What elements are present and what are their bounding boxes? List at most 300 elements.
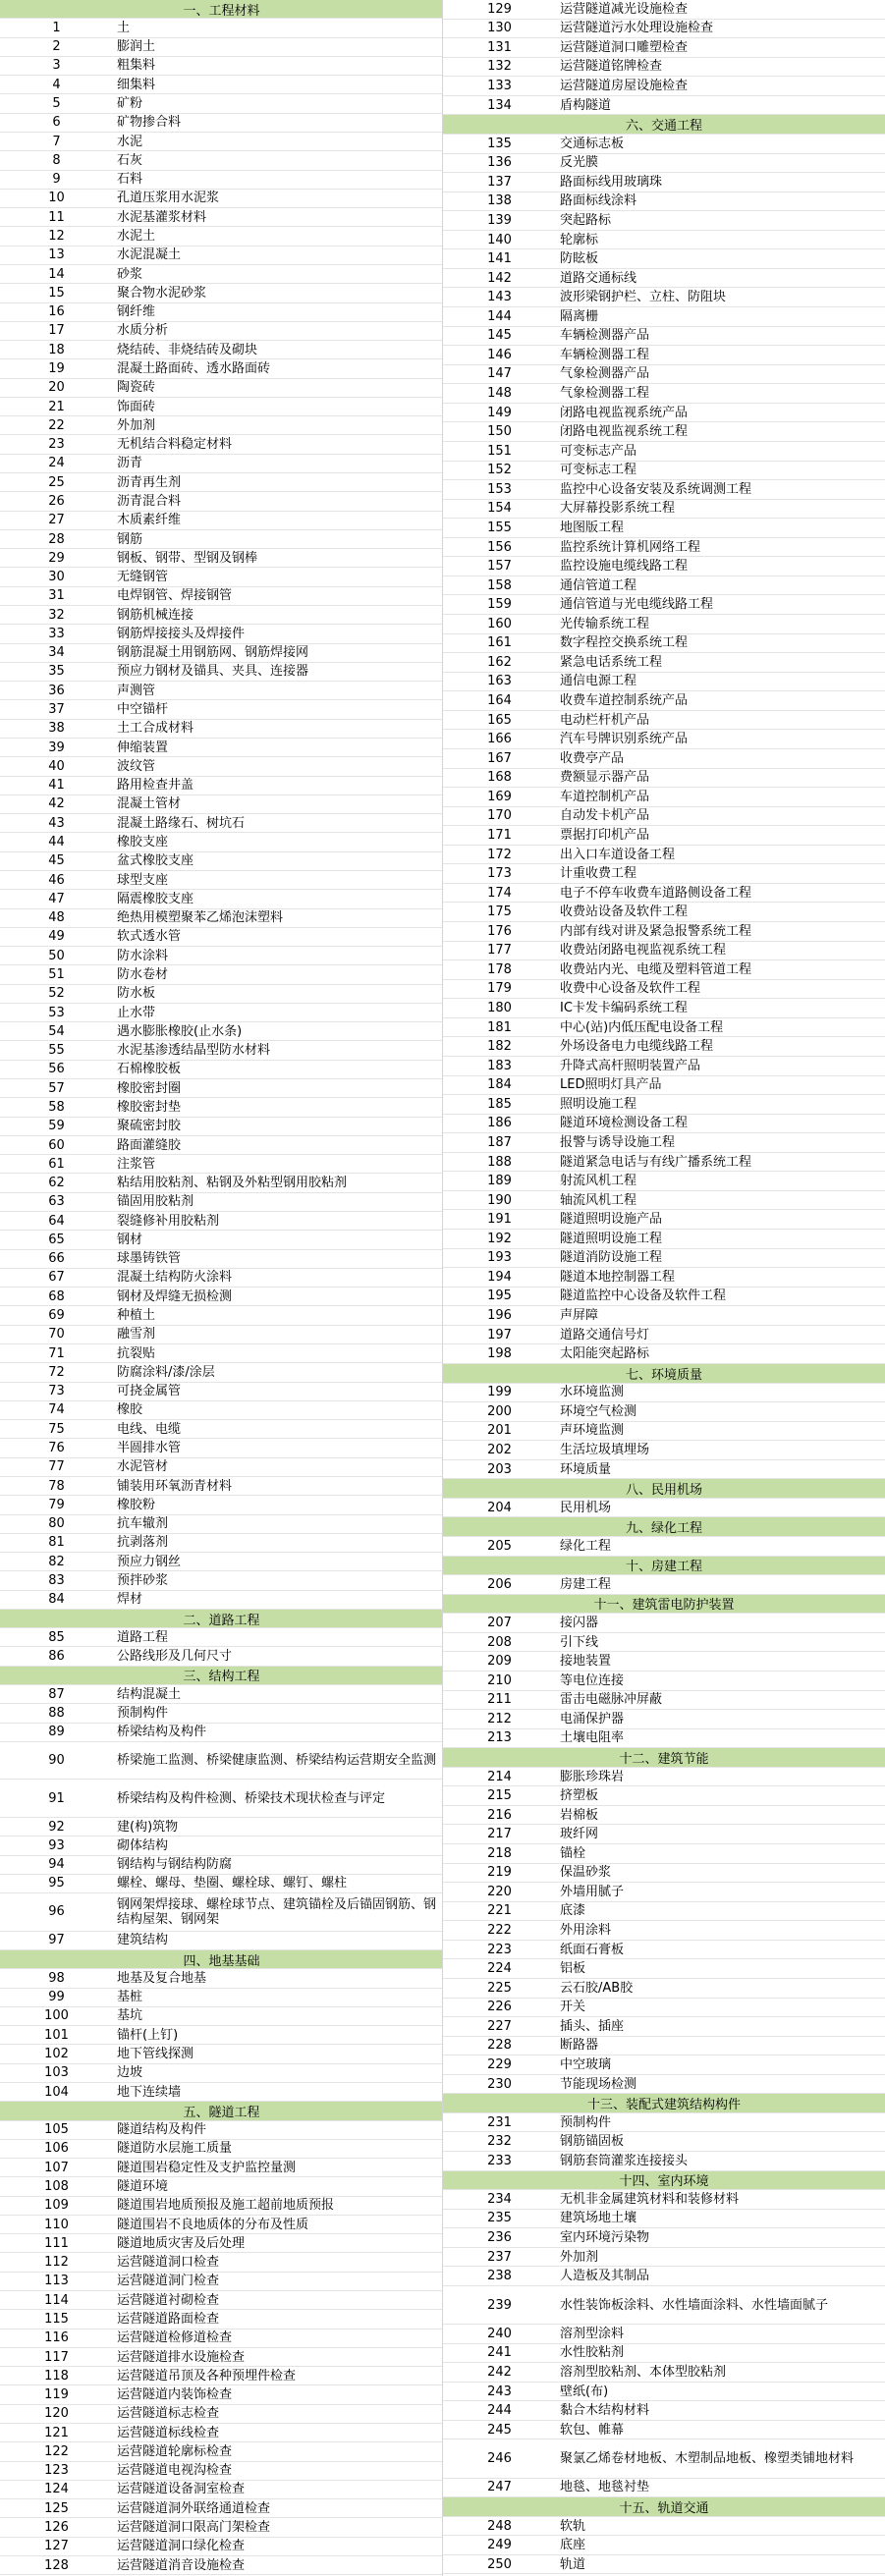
item-name: 螺栓、螺母、垫圈、螺栓球、螺钉、螺柱 xyxy=(117,1876,348,1891)
table-row xyxy=(0,1534,443,1553)
item-name: 运营隧道洞门检查 xyxy=(117,2274,220,2289)
item-name: 粗集料 xyxy=(117,58,156,74)
item-number: 157 xyxy=(487,559,512,575)
item-number: 216 xyxy=(487,1807,512,1823)
table-row xyxy=(0,2273,443,2291)
item-name: 中空玻璃 xyxy=(560,2056,612,2072)
item-name: 运营隧道洞外联络通道检查 xyxy=(117,2500,271,2516)
item-number: 226 xyxy=(487,2000,512,2015)
table-row xyxy=(443,1402,885,1422)
item-name: 融雪剂 xyxy=(117,1327,156,1343)
item-number: 150 xyxy=(487,424,512,440)
item-name: 升降式高杆照明装置产品 xyxy=(560,1058,701,1073)
table-row xyxy=(443,2017,885,2037)
table-row xyxy=(0,1477,443,1496)
table-row xyxy=(443,1902,885,1922)
table-row xyxy=(0,1724,443,1742)
table-row xyxy=(443,0,885,20)
table-row xyxy=(0,76,443,94)
table-row xyxy=(443,884,885,904)
item-number: 236 xyxy=(487,2230,512,2246)
item-name: 运营隧道标线检查 xyxy=(117,2425,220,2440)
table-row xyxy=(0,1628,443,1647)
item-name: 球墨铸铁管 xyxy=(117,1251,182,1267)
item-name: 民用机场 xyxy=(560,1500,612,1515)
item-name: 软式透水管 xyxy=(117,929,182,945)
item-name: 运营隧道房屋设施检查 xyxy=(560,79,689,94)
item-name: 插头、插座 xyxy=(560,2018,625,2034)
item-name: 粘结用胶粘剂、粘钢及外粘型钢用胶粘剂 xyxy=(117,1176,348,1191)
item-name: 注浆管 xyxy=(117,1156,156,1172)
item-number: 125 xyxy=(44,2500,69,2516)
item-name: 运营隧道减光设施检查 xyxy=(560,1,689,17)
item-number: 249 xyxy=(487,2538,512,2553)
item-number: 9 xyxy=(52,172,61,188)
table-row xyxy=(0,625,443,643)
item-name: 监控系统计算机网络工程 xyxy=(560,539,701,555)
item-number: 250 xyxy=(487,2556,512,2572)
item-number: 5 xyxy=(52,96,61,112)
item-name: 水性胶粘剂 xyxy=(560,2345,625,2361)
item-name: 运营隧道污水处理设施检查 xyxy=(560,21,714,36)
section-title: 十四、室内环境 xyxy=(619,2174,709,2190)
item-name: 水质分析 xyxy=(117,323,169,339)
item-number: 105 xyxy=(44,2122,69,2138)
item-name: 水环境监测 xyxy=(560,1385,625,1400)
table-row xyxy=(443,384,885,404)
table-row xyxy=(443,2383,885,2402)
table-row xyxy=(443,942,885,961)
item-number: 111 xyxy=(44,2235,69,2251)
item-number: 191 xyxy=(487,1212,512,1228)
item-name: 砂浆 xyxy=(117,266,143,282)
table-row xyxy=(443,1018,885,1038)
table-row xyxy=(443,192,885,212)
table-row xyxy=(0,1118,443,1136)
table-row xyxy=(443,1941,885,1960)
table-row xyxy=(443,1959,885,1979)
table-row xyxy=(443,96,885,116)
item-name: 反光膜 xyxy=(560,155,599,171)
table-row xyxy=(0,1742,443,1781)
item-name: 混凝土结构防火涂料 xyxy=(117,1270,233,1286)
item-name: 等电位连接 xyxy=(560,1672,625,1688)
item-name: 车辆检测器产品 xyxy=(560,328,650,344)
item-name: 细集料 xyxy=(117,77,156,92)
item-name: 通信管道与光电缆线路工程 xyxy=(560,597,714,613)
section-header xyxy=(443,2171,885,2191)
item-number: 124 xyxy=(44,2482,69,2497)
item-name: 轴流风机工程 xyxy=(560,1192,637,1208)
table-row xyxy=(443,365,885,385)
item-number: 126 xyxy=(44,2520,69,2536)
item-number: 167 xyxy=(487,750,512,766)
item-name: 地图版工程 xyxy=(560,520,625,535)
section-header xyxy=(443,1364,885,1384)
item-number: 53 xyxy=(48,1005,65,1020)
table-row xyxy=(443,769,885,789)
item-number: 93 xyxy=(48,1837,65,1853)
item-number: 38 xyxy=(48,721,65,737)
table-row xyxy=(0,1363,443,1382)
item-name: 道路交通信号灯 xyxy=(560,1327,650,1343)
item-name: 钢材及焊缝无损检测 xyxy=(117,1288,233,1304)
item-number: 96 xyxy=(48,1904,65,1920)
table-row xyxy=(443,346,885,365)
item-name: 孔道压浆用水泥浆 xyxy=(117,191,220,206)
table-row xyxy=(443,1921,885,1941)
table-row xyxy=(443,135,885,154)
section-header xyxy=(443,1557,885,1576)
item-number: 55 xyxy=(48,1043,65,1059)
item-name: 焊材 xyxy=(117,1592,143,1608)
item-number: 88 xyxy=(48,1705,65,1721)
item-number: 223 xyxy=(487,1942,512,1957)
item-number: 92 xyxy=(48,1819,65,1835)
table-row xyxy=(0,606,443,625)
table-row xyxy=(443,462,885,481)
item-number: 188 xyxy=(487,1154,512,1170)
item-number: 1 xyxy=(52,20,61,35)
item-number: 242 xyxy=(487,2364,512,2380)
item-name: 中空锚杆 xyxy=(117,702,169,718)
table-row xyxy=(443,2439,885,2478)
item-number: 199 xyxy=(487,1385,512,1400)
item-name: 预制构件 xyxy=(560,2114,612,2130)
item-number: 143 xyxy=(487,290,512,305)
table-row xyxy=(443,1768,885,1787)
table-row xyxy=(0,1856,443,1875)
table-row xyxy=(443,1115,885,1134)
item-number: 159 xyxy=(487,597,512,613)
item-number: 181 xyxy=(487,1019,512,1035)
table-row xyxy=(443,173,885,192)
table-row xyxy=(443,2210,885,2229)
item-name: 路面标线涂料 xyxy=(560,193,637,209)
item-name: 橡胶粉 xyxy=(117,1497,156,1512)
item-name: 外加剂 xyxy=(560,2249,599,2265)
item-number: 186 xyxy=(487,1116,512,1131)
item-number: 51 xyxy=(48,966,65,982)
item-number: 102 xyxy=(44,2047,69,2062)
item-name: 遇水膨胀橡胶(止水条) xyxy=(117,1023,243,1039)
item-name: 节能现场检测 xyxy=(560,2076,637,2092)
item-name: 电涌保护器 xyxy=(560,1711,625,1726)
item-name: 膨润土 xyxy=(117,39,156,55)
table-row xyxy=(443,1979,885,1999)
table-row xyxy=(443,1575,885,1595)
item-name: 地基及复合地基 xyxy=(117,1970,207,1986)
section-header xyxy=(0,2102,443,2120)
item-name: 光传输系统工程 xyxy=(560,616,650,631)
table-row xyxy=(443,1825,885,1844)
item-number: 41 xyxy=(48,778,65,794)
item-name: 隧道防水层施工质量 xyxy=(117,2141,233,2157)
item-name: 可变标志产品 xyxy=(560,443,637,459)
item-name: 可变标志工程 xyxy=(560,463,637,478)
item-number: 206 xyxy=(487,1576,512,1592)
table-row xyxy=(443,1268,885,1288)
item-number: 81 xyxy=(48,1535,65,1551)
item-number: 115 xyxy=(44,2311,69,2327)
item-name: 隧道监控中心设备及软件工程 xyxy=(560,1288,727,1304)
table-row xyxy=(0,2026,443,2045)
item-name: 隧道本地控制器工程 xyxy=(560,1269,676,1285)
table-row xyxy=(0,1420,443,1439)
item-name: 钢筋机械连接 xyxy=(117,607,194,623)
item-number: 42 xyxy=(48,796,65,812)
item-name: 水泥 xyxy=(117,134,143,149)
item-number: 137 xyxy=(487,174,512,190)
item-name: 收费站内光、电缆及塑料管道工程 xyxy=(560,961,752,977)
item-number: 162 xyxy=(487,654,512,670)
table-row xyxy=(443,595,885,615)
table-row xyxy=(0,208,443,227)
item-name: 监控中心设备安装及系统调测工程 xyxy=(560,481,752,497)
item-name: 建筑场地土壤 xyxy=(560,2211,637,2226)
item-number: 78 xyxy=(48,1478,65,1494)
item-name: 抗裂贴 xyxy=(117,1345,156,1361)
item-name: 水泥土 xyxy=(117,229,156,245)
table-row xyxy=(0,587,443,606)
table-row xyxy=(443,826,885,846)
item-number: 114 xyxy=(44,2292,69,2308)
item-number: 154 xyxy=(487,501,512,517)
table-row xyxy=(0,777,443,795)
table-row xyxy=(0,133,443,151)
item-name: 接闪器 xyxy=(560,1616,599,1631)
table-row xyxy=(443,1153,885,1173)
table-row xyxy=(443,1614,885,1633)
item-name: 种植土 xyxy=(117,1308,156,1324)
table-row xyxy=(443,1249,885,1269)
item-name: 橡胶 xyxy=(117,1402,143,1418)
item-name: 声测管 xyxy=(117,683,156,698)
table-row xyxy=(0,814,443,833)
item-number: 209 xyxy=(487,1654,512,1670)
table-row xyxy=(0,1231,443,1249)
item-name: 电线、电缆 xyxy=(117,1421,182,1437)
item-number: 73 xyxy=(48,1384,65,1399)
item-name: 运营隧道洞口检查 xyxy=(117,2255,220,2271)
item-name: 闭路电视监视系统工程 xyxy=(560,424,689,440)
table-row xyxy=(0,114,443,133)
item-name: LED照明灯具产品 xyxy=(560,1077,662,1093)
item-number: 94 xyxy=(48,1857,65,1873)
item-number: 234 xyxy=(487,2191,512,2207)
item-number: 244 xyxy=(487,2403,512,2419)
item-number: 136 xyxy=(487,155,512,171)
item-number: 225 xyxy=(487,1980,512,1996)
item-name: 石灰 xyxy=(117,152,143,168)
table-row xyxy=(443,711,885,731)
item-number: 117 xyxy=(44,2349,69,2365)
item-name: 报警与诱导设施工程 xyxy=(560,1134,676,1150)
table-row xyxy=(0,512,443,530)
table-row xyxy=(443,2536,885,2555)
item-name: 膨胀珍珠岩 xyxy=(560,1769,625,1784)
item-number: 201 xyxy=(487,1423,512,1439)
table-row xyxy=(0,663,443,682)
item-name: 铝板 xyxy=(560,1961,586,1977)
item-name: 钢筋焊接接头及焊接件 xyxy=(117,626,246,641)
table-row xyxy=(443,1652,885,1672)
item-name: 运营隧道轮廓标检查 xyxy=(117,2443,233,2459)
item-number: 3 xyxy=(52,58,61,74)
table-row xyxy=(0,2140,443,2159)
item-name: 钢网架焊接球、螺栓球节点、建筑锚栓及后锚固钢筋、钢结构屋架、钢网架 xyxy=(117,1896,437,1927)
item-name: 波纹管 xyxy=(117,758,156,774)
item-number: 215 xyxy=(487,1788,512,1804)
table-row xyxy=(443,1230,885,1249)
table-row xyxy=(0,2348,443,2367)
item-name: 无缝钢管 xyxy=(117,570,169,585)
item-name: 开关 xyxy=(560,2000,586,2015)
item-name: 止水带 xyxy=(117,1005,156,1020)
item-name: 岩棉板 xyxy=(560,1807,599,1823)
table-row xyxy=(443,1384,885,1403)
table-row xyxy=(0,1818,443,1836)
item-name: 隔离栅 xyxy=(560,308,599,324)
item-number: 145 xyxy=(487,328,512,344)
item-number: 229 xyxy=(487,2056,512,2072)
table-row xyxy=(443,2325,885,2344)
item-name: 中心(站)内低压配电设备工程 xyxy=(560,1019,724,1035)
table-row xyxy=(443,1288,885,1307)
table-row xyxy=(0,2310,443,2329)
item-name: 外场设备电力电缆线路工程 xyxy=(560,1039,714,1055)
item-number: 147 xyxy=(487,366,512,382)
section-title: 九、绿化工程 xyxy=(625,1521,702,1537)
item-number: 185 xyxy=(487,1096,512,1112)
table-row xyxy=(443,480,885,500)
item-number: 58 xyxy=(48,1099,65,1115)
item-number: 66 xyxy=(48,1251,65,1267)
item-number: 138 xyxy=(487,193,512,209)
item-number: 205 xyxy=(487,1538,512,1554)
item-name: 石料 xyxy=(117,172,143,188)
item-name: 橡胶密封垫 xyxy=(117,1099,182,1115)
item-name: 防眩板 xyxy=(560,251,599,267)
table-row xyxy=(0,1571,443,1590)
table-row xyxy=(443,231,885,250)
item-number: 128 xyxy=(44,2557,69,2573)
item-number: 15 xyxy=(48,285,65,301)
item-number: 46 xyxy=(48,872,65,888)
table-row xyxy=(443,58,885,78)
table-row xyxy=(0,1836,443,1855)
item-name: 结构混凝土 xyxy=(117,1686,182,1702)
table-row xyxy=(0,1250,443,1269)
item-name: 底座 xyxy=(560,2538,586,2553)
item-number: 56 xyxy=(48,1062,65,1077)
item-number: 134 xyxy=(487,97,512,113)
section-header xyxy=(443,2497,885,2517)
item-number: 11 xyxy=(48,209,65,225)
item-name: 运营隧道电视沟检查 xyxy=(117,2463,233,2479)
item-number: 30 xyxy=(48,570,65,585)
table-row xyxy=(443,20,885,39)
item-number: 119 xyxy=(44,2387,69,2403)
item-name: 铺装用环氧沥青材料 xyxy=(117,1478,233,1494)
item-number: 84 xyxy=(48,1592,65,1608)
table-row xyxy=(0,2083,443,2102)
item-name: 房建工程 xyxy=(560,1576,612,1592)
table-row xyxy=(443,1441,885,1460)
item-name: 隔震橡胶支座 xyxy=(117,891,194,906)
item-number: 168 xyxy=(487,770,512,786)
table-row xyxy=(0,1401,443,1420)
item-name: 电子不停车收费车道路侧设备工程 xyxy=(560,885,752,901)
item-name: 隧道地质灾害及后处理 xyxy=(117,2235,246,2251)
item-name: 运营隧道洞口限高门架检查 xyxy=(117,2520,271,2536)
table-row xyxy=(443,1691,885,1711)
item-number: 60 xyxy=(48,1137,65,1153)
item-number: 203 xyxy=(487,1461,512,1477)
item-number: 69 xyxy=(48,1308,65,1324)
table-row xyxy=(443,2248,885,2268)
item-number: 149 xyxy=(487,405,512,420)
table-row xyxy=(0,1591,443,1610)
table-row xyxy=(0,1893,443,1932)
table-row xyxy=(0,1079,443,1098)
item-name: 基桩 xyxy=(117,1990,143,2005)
table-row xyxy=(443,2555,885,2575)
table-row xyxy=(0,247,443,265)
table-row xyxy=(443,2401,885,2421)
table-row xyxy=(0,359,443,378)
table-row xyxy=(0,57,443,76)
item-number: 246 xyxy=(487,2451,512,2467)
item-name: 收费亭产品 xyxy=(560,750,625,766)
item-name: 太阳能突起路标 xyxy=(560,1346,650,1362)
table-row xyxy=(0,284,443,302)
item-number: 36 xyxy=(48,683,65,698)
item-name: 人造板及其制品 xyxy=(560,2269,650,2284)
item-name: 运营隧道设备洞室检查 xyxy=(117,2482,246,2497)
table-row xyxy=(0,1212,443,1231)
table-row xyxy=(0,1553,443,1571)
item-name: 外加剂 xyxy=(117,417,156,433)
table-row xyxy=(443,1499,885,1518)
table-row xyxy=(0,530,443,549)
table-row xyxy=(443,1037,885,1057)
item-name: 软包、帷幕 xyxy=(560,2422,625,2438)
item-number: 164 xyxy=(487,693,512,709)
item-name: 环境空气检测 xyxy=(560,1403,637,1419)
item-name: 波形梁钢护栏、立柱、防阻块 xyxy=(560,290,727,305)
table-row xyxy=(0,492,443,511)
table-row xyxy=(0,871,443,890)
table-row xyxy=(0,2462,443,2481)
item-name: 公路线形及几何尺寸 xyxy=(117,1649,233,1665)
table-row xyxy=(443,1422,885,1442)
table-row xyxy=(443,999,885,1018)
table-row xyxy=(0,398,443,416)
item-name: 抗车辙剂 xyxy=(117,1516,169,1532)
item-name: 土 xyxy=(117,20,131,35)
item-number: 202 xyxy=(487,1442,512,1457)
table-row xyxy=(0,2556,443,2575)
item-number: 103 xyxy=(44,2065,69,2081)
item-name: IC卡发卡编码系统工程 xyxy=(560,1001,688,1016)
item-number: 158 xyxy=(487,577,512,593)
table-row xyxy=(0,1344,443,1363)
table-row xyxy=(443,422,885,442)
item-number: 220 xyxy=(487,1884,512,1899)
item-number: 180 xyxy=(487,1001,512,1016)
item-name: 通信管道工程 xyxy=(560,577,637,593)
